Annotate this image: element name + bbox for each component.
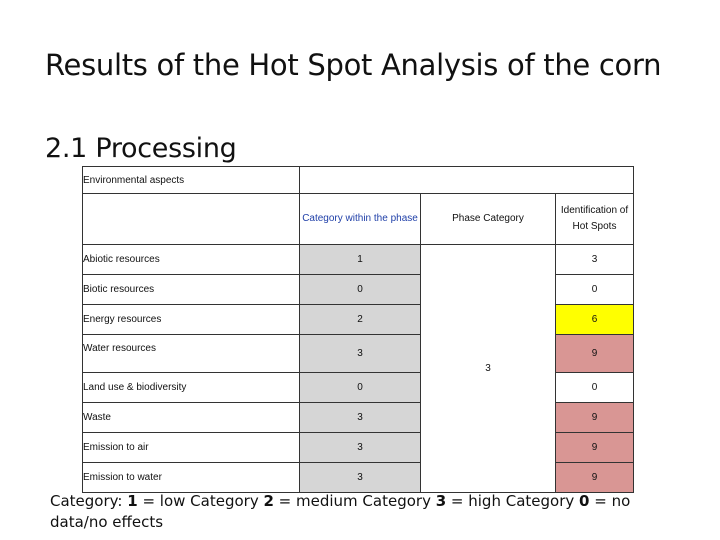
row-label: Emission to water [83, 463, 300, 493]
env-aspects-header: Environmental aspects [83, 167, 300, 194]
legend-value-low: 1 [127, 492, 138, 510]
row-label: Land use & biodiversity [83, 373, 300, 403]
row-label: Energy resources [83, 305, 300, 335]
phase-category-cell: 3 [421, 245, 556, 493]
category-cell: 0 [300, 373, 421, 403]
blank-header-cell [83, 194, 300, 245]
hotspot-cell: 3 [556, 245, 634, 275]
legend-text-low: = low Category [137, 492, 264, 510]
category-legend [50, 491, 690, 533]
hotspot-cell: 9 [556, 433, 634, 463]
legend-text-high: = high Category [446, 492, 580, 510]
table-title-row [83, 167, 634, 194]
hotspot-cell: 9 [556, 463, 634, 493]
hot-spot-table [82, 166, 634, 493]
legend-value-medium: 2 [263, 492, 274, 510]
row-label: Abiotic resources [83, 245, 300, 275]
row-label: Waste [83, 403, 300, 433]
category-cell: 3 [300, 463, 421, 493]
category-cell: 2 [300, 305, 421, 335]
legend-text-medium: = medium Category [273, 492, 436, 510]
legend-text-nodata: = no data/no effects [50, 492, 631, 531]
column-header-row [83, 194, 634, 245]
slide-title: Results of the Hot Spot Analysis of the corn [45, 48, 662, 82]
category-column-header: Category within the phase [300, 194, 421, 245]
legend-prefix: Category: [50, 492, 128, 510]
category-cell: 3 [300, 433, 421, 463]
category-cell: 3 [300, 335, 421, 373]
legend-value-nodata: 0 [579, 492, 590, 510]
category-cell: 0 [300, 275, 421, 305]
section-heading: 2.1 Processing [45, 133, 237, 164]
hotspot-cell: 0 [556, 275, 634, 305]
row-label: Water resources [83, 335, 300, 373]
empty-header-cell [300, 167, 634, 194]
row-label: Emission to air [83, 433, 300, 463]
category-cell: 1 [300, 245, 421, 275]
hotspot-cell: 0 [556, 373, 634, 403]
hotspot-cell: 9 [556, 403, 634, 433]
table-row [83, 245, 634, 275]
hotspot-cell: 9 [556, 335, 634, 373]
legend-value-high: 3 [435, 492, 447, 510]
category-cell: 3 [300, 403, 421, 433]
hotspot-column-header: Identification of Hot Spots [556, 194, 634, 245]
phase-column-header: Phase Category [421, 194, 556, 245]
hotspot-cell: 6 [556, 305, 634, 335]
row-label: Biotic resources [83, 275, 300, 305]
